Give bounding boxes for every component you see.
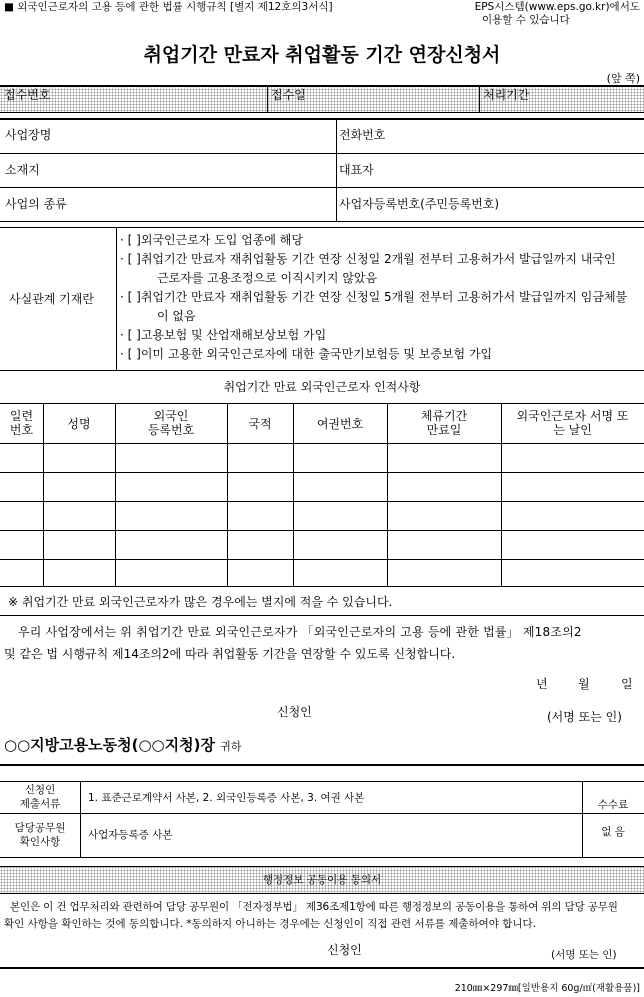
fact-item-2-cont: 근로자를 고용조정으로 이직시키지 않았음 xyxy=(157,271,378,285)
address-label: 소재지 xyxy=(5,163,40,177)
declaration-line1: 우리 사업장에서는 위 취업기간 만료 외국인근로자가 「외국인근로자의 고용 등에 관한 법률」 제18조의2 xyxy=(18,625,582,639)
col-serial: 일련 번호 xyxy=(9,409,34,437)
year-label: 년 xyxy=(536,677,548,691)
consent-applicant-label: 신청인 xyxy=(327,943,362,957)
col-stay-expiry: 체류기간 만료일 xyxy=(420,409,468,437)
receipt-number-label: 접수번호 xyxy=(4,88,51,102)
regulation-text: ■ 외국인근로자의 고용 등에 관한 법률 시행규칙 [별지 제12호의3서식] xyxy=(4,1,333,13)
phone-label: 전화번호 xyxy=(339,128,386,142)
business-type-label: 사업의 종류 xyxy=(5,197,67,211)
col-signature: 외국인근로자 서명 또 는 날인 xyxy=(516,409,629,437)
recipient: ○○지방고용노동청(○○지청)장 귀하 xyxy=(4,736,242,754)
submit-docs-label: 신청인 제출서류 xyxy=(19,784,61,810)
representative-label: 대표자 xyxy=(339,163,374,177)
official-check-label: 담당공무원 확인사항 xyxy=(14,822,66,848)
col-alien-registration: 외국인 등록번호 xyxy=(147,409,195,437)
fact-item-4: · [ ]고용보험 및 산업재해보상보험 가입 xyxy=(120,328,327,342)
applicant-label: 신청인 xyxy=(277,705,312,719)
fact-item-2: · [ ]취업기간 만료자 재취업활동 기간 연장 신청일 2개월 전부터 고용허가서 발급일까지 내국인 xyxy=(120,252,616,266)
facts-label: 사실관계 기재란 xyxy=(9,292,94,306)
submit-docs-list: 1. 표준근로계약서 사본, 2. 외국인등록증 사본, 3. 여권 사본 xyxy=(88,792,365,804)
col-nationality: 국적 xyxy=(248,417,272,431)
month-label: 월 xyxy=(578,677,590,691)
eps-notice-line2: 이용할 수 있습니다 xyxy=(482,14,570,26)
fact-item-3: · [ ]취업기간 만료자 재취업활동 기간 연장 신청일 5개월 전부터 고용허가서 발급일까지 임금체불 xyxy=(120,290,628,304)
eps-notice-line1: EPS시스템(www.eps.go.kr)에서도 xyxy=(474,1,640,13)
declaration-line2: 및 같은 법 시행규칙 제14조의2에 따라 취업활동 기간을 연장할 수 있도록 신청합니다. xyxy=(4,647,456,661)
col-passport: 여권번호 xyxy=(316,417,364,431)
workers-note: ※ 취업기간 만료 외국인근로자가 많은 경우에는 별지에 적을 수 있습니다. xyxy=(8,595,393,609)
day-label: 일 xyxy=(621,677,633,691)
fact-checkbox-4[interactable]: [ ] xyxy=(127,328,141,342)
paper-spec-footer: 210㎜×297㎜[일반용지 60g/㎡(재활용품)] xyxy=(454,983,640,994)
form-title: 취업기간 만료자 취업활동 기간 연장신청서 xyxy=(143,44,501,66)
consent-sign-label: (서명 또는 인) xyxy=(551,949,617,961)
fact-checkbox-1[interactable]: [ ] xyxy=(127,233,141,247)
fact-checkbox-2[interactable]: [ ] xyxy=(127,252,141,266)
fee-value: 없 음 xyxy=(601,826,625,838)
official-check-docs: 사업자등록증 사본 xyxy=(88,829,173,841)
fact-item-1: · [ ]외국인근로자 도입 업종에 해당 xyxy=(120,233,303,247)
registration-number-label: 사업자등록번호(주민등록번호) xyxy=(339,197,500,211)
fee-label: 수수료 xyxy=(597,799,629,811)
receipt-date-label: 접수일 xyxy=(271,88,306,102)
fact-item-5: · [ ]이미 고용한 외국인근로자에 대한 출국만기보험등 및 보증보험 가입 xyxy=(120,347,493,361)
fact-checkbox-5[interactable]: [ ] xyxy=(127,347,141,361)
workers-section-title: 취업기간 만료 외국인근로자 인적사항 xyxy=(223,380,421,394)
col-name: 성명 xyxy=(67,417,91,431)
receipt-bar xyxy=(0,85,644,112)
consent-line2: 확인 사항을 확인하는 것에 동의합니다. *동의하지 아니하는 경우에는 신청인이 직접 관련 서류를 제출하여야 합니다. xyxy=(4,918,537,930)
consent-title: 행정정보 공동이용 동의서 xyxy=(262,874,382,886)
consent-line1: 본인은 이 건 업무처리와 관련하여 담당 공무원이 「전자정부법」 제36조제1항에 따른 행정정보의 공동이용을 통하여 위의 담당 공무원 xyxy=(10,901,618,913)
page-side-label: (앞 쪽) xyxy=(606,72,640,85)
applicant-sign-label: (서명 또는 인) xyxy=(547,710,622,724)
fact-checkbox-3[interactable]: [ ] xyxy=(127,290,141,304)
business-name-label: 사업장명 xyxy=(5,128,52,142)
fact-item-3-cont: 이 없음 xyxy=(157,309,196,323)
processing-period-label: 처리기간 xyxy=(483,88,530,102)
